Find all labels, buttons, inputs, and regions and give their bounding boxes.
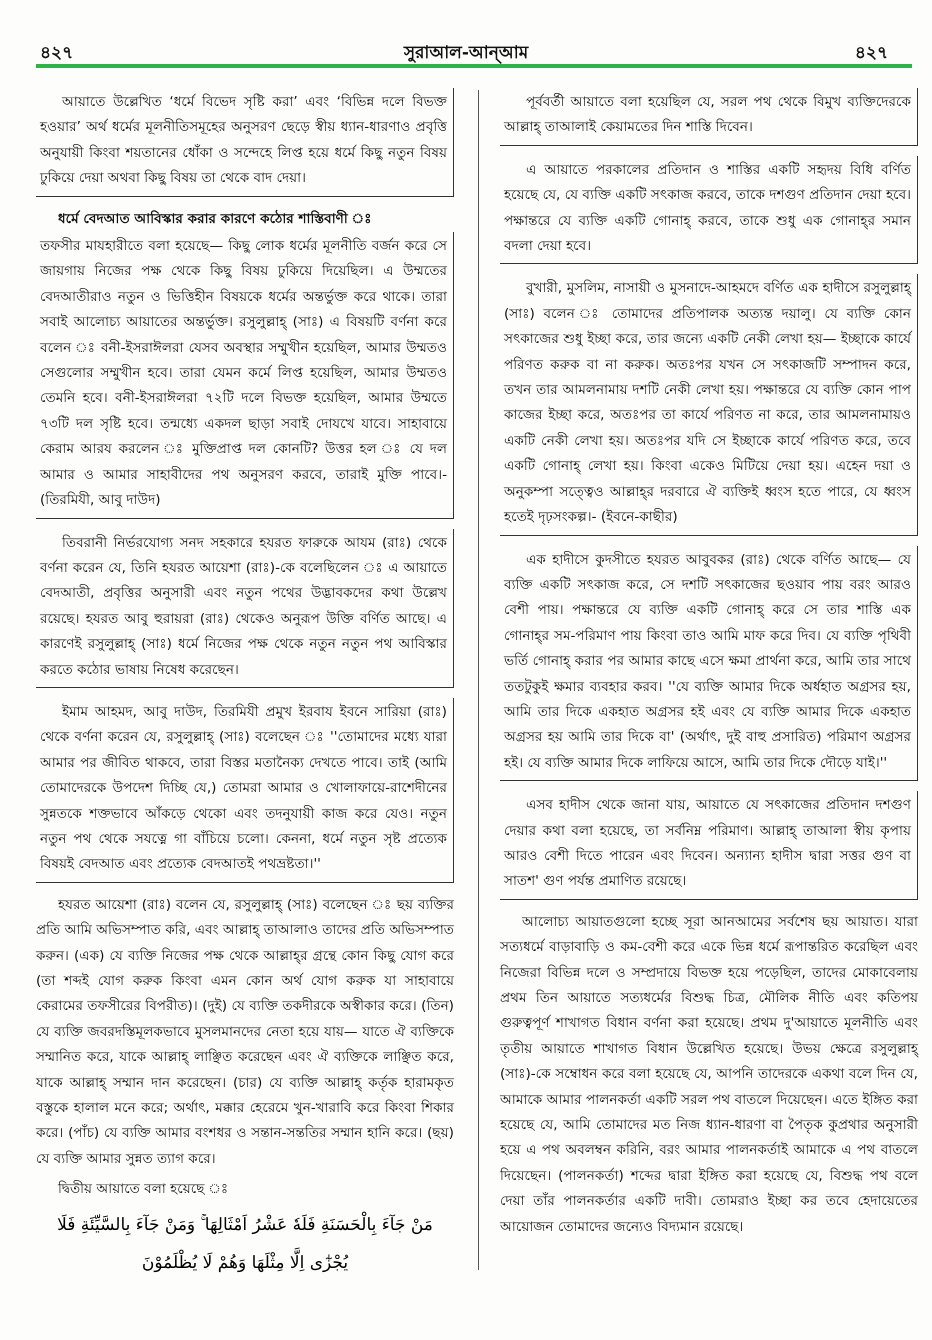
paragraph: তফসীর মাযহারীতে বলা হয়েছে— কিছু লোক ধর্মের মূলনীতি বর্জন করে সে জায়গায় নিজের পক্ষ থেকে কিছু বিষয় ঢুকিয়ে দিয়েছিল। এ উম্মতের বেদআতীরাও নতুন ও ভিত্তিহীন বিষয়কে ধর্মের অন্তর্ভুক্ত করে থাকে। তারা সবাই আলোচ্য আয়াতের অন্তর্ভুক্ত। রসুলুল্লাহ্ (সাঃ) এ বিষয়টি বর্ণনা করে বলেন ঃ বনী-ইসরাঈলরা যেসব অবস্থার সম্মুখীন হয়েছিল, আমার উম্মতও সেগুলোর সম্মুখীন হবে। তারা যেমন কর্মে লিপ্ত হয়েছিল, আমার উম্মতও তেমনি হবে। বনী-ইসরাঈলরা ৭২টি দলে বিভক্ত হয়েছিল, আমার উম্মতে ৭৩টি দল সৃষ্টি হবে। তন্মধ্যে একদল ছাড়া সবাই দোযখে যাবে। সাহাবায়ে কেরাম আরয করলেন ঃ মুক্তিপ্রাপ্ত দল কোনটি? উত্তর হল ঃ যে দল আমার ও আমার সাহাবীদের পথ অনুসরণ করবে, তারাই মুক্তি পাবে।- (তিরমিযী, আবু দাউদ) — [36, 232, 454, 518]
paragraph: বুখারী, মুসলিম, নাসায়ী ও মুসনাদে-আহমদে বর্ণিত এক হাদীসে রসুলুল্লাহ্ (সাঃ) বলেন ঃ তোমাদের প্রতিপালক অত্যন্ত দয়ালু। যে ব্যক্তি কোন সৎকাজের শুধু ইচ্ছা করে, তার জন্যে একটি নেকী লেখা হয়— ইচ্ছাকে কার্যে পরিণত করুক বা না করুক। অতঃপর যখন সে সৎকাজটি সম্পাদন করে, তখন তার আমলনামায় দশটি নেকী লেখা হয়। পক্ষান্তরে যে ব্যক্তি কোন পাপ কাজের ইচ্ছা করে, অতঃপর তা কার্যে পরিণত না করে, তার আমলনামায়ও একটি নেকী লেখা হয়। অতঃপর যদি সে ইচ্ছাকে কার্যে পরিণত করে, তবে একটি গোনাহ্ লেখা হয়। কিংবা একেও মিটিয়ে দেয়া হয়। এহেন দয়া ও অনুকম্পা সত্ত্বেও আল্লাহ্‌র দরবারে ঐ ব্যক্তিই ধ্বংস হতে পারে, যে ধ্বংস হতেই দৃঢ়সংকল্প।- (ইবনে-কাছীর) — [500, 274, 918, 535]
left-column — [36, 88, 454, 1280]
page-number-right: ৪২৭ — [854, 43, 888, 63]
page-number-left: ৪২৭ — [40, 43, 74, 63]
arabic-verse-line: مَنْ جَآءَ بِالْحَسَنَةِ فَلَهٗ عَشْرُ اَمْثَالِهَا ۚ وَمَنْ جَآءَ بِالسَّيِّئَةِ فَلَا — [57, 1214, 433, 1235]
arabic-verse-line: يُجْزٰٓى اِلَّا مِثْلَهَا وَهُمْ لَا يُظْلَمُوْنَ — [141, 1252, 349, 1273]
paragraph: এ আয়াতে পরকালের প্রতিদান ও শাস্তির একটি সহৃদয় বিধি বর্ণিত হয়েছে যে, যে ব্যক্তি একটি সৎকাজ করবে, তাকে দশগুণ প্রতিদান দেয়া হবে। পক্ষান্তরে যে ব্যক্তি একটি গোনাহ্ করবে, তাকে শুধু এক গোনাহ্‌র সমান বদলা দেয়া হবে। — [500, 156, 918, 265]
column-divider — [478, 90, 479, 1270]
paragraph: এক হাদীসে কুদসীতে হযরত আবুবকর (রাঃ) থেকে বর্ণিত আছে— যে ব্যক্তি একটি সৎকাজ করে, সে দশটি সৎকাজের ছওয়াব পায় বরং আরও বেশী পায়। পক্ষান্তরে যে ব্যক্তি একটি গোনাহ্ করে সে তার শাস্তি এক গোনাহ্‌র সম-পরিমাণ পায় কিংবা তাও আমি মাফ করে দিব। যে ব্যক্তি পৃথিবী ভর্তি গোনাহ্ করার পর আমার কাছে এসে ক্ষমা প্রার্থনা করে, আমি তার সাথে ততটুকুই ক্ষমার ব্যবহার করব। ''যে ব্যক্তি আমার দিকে অর্ধহাত অগ্রসর হয়, আমি তার দিকে একহাত অগ্রসর হই এবং যে ব্যক্তি আমার দিকে একহাত অগ্রসর হয় আমি তার দিকে বা' (অর্থাৎ, দুই বাহু প্রসারিত) পরিমাণ অগ্রসর হই। যে ব্যক্তি আমার দিকে লাফিয়ে আসে, আমি তার দিকে দৌড়ে যাই।'' — [500, 546, 918, 782]
page-title: সুরাআল-আন্‌আম — [403, 43, 529, 63]
paragraph: আয়াতে উল্লেখিত ‘ধর্মে বিভেদ সৃষ্টি করা’ এবং ‘বিভিন্ন দলে বিভক্ত হওয়ার’ অর্থ ধর্মের মূলনীতিসমূহের অনুসরণ ছেড়ে স্বীয় ধ্যান-ধারণাও প্রবৃত্তি অনুযায়ী কিংবা শয়তানের ধোঁকা ও সন্দেহে লিপ্ত হয়ে ধর্মে কিছু নতুন বিষয় ঢুকিয়ে দেয়া অথবা কিছু বিষয় তা থেকে বাদ দেয়া। — [36, 88, 454, 197]
paragraph: পূর্ববর্তী আয়াতে বলা হয়েছিল যে, সরল পথ থেকে বিমুখ ব্যক্তিদেরকে আল্লাহ্ তাআলাই কেয়ামতের দিন শাস্তি দিবেন। — [500, 88, 918, 146]
header-rule — [36, 64, 912, 68]
paragraph: ইমাম আহমদ, আবু দাউদ, তিরমিযী প্রমুখ ইরবায ইবনে সারিয়া (রাঃ) থেকে বর্ণনা করেন যে, রসুলুল্লাহ্ (সাঃ) বলেছেন ঃ ''তোমাদের মধ্যে যারা আমার পর জীবিত থাকবে, তারা বিস্তর মতানৈক্য দেখতে পাবে। তাই (আমি তোমাদেরকে উপদেশ দিচ্ছি যে,) তোমরা আমার ও খোলাফায়ে-রাশেদীনের সুন্নতকে শক্তভাবে আঁকড়ে থেকো এবং তদনুযায়ী কাজ করে যেও। নতুন নতুন পথ থেকে সযত্নে গা বাঁচিয়ে চলো। কেননা, ধর্মে নতুন সৃষ্ট প্রত্যেক বিষয়ই বেদআত এবং প্রত্যেক বেদআতই পথভ্রষ্টতা।'' — [36, 698, 454, 883]
paragraph: দ্বিতীয় আয়াতে বলা হয়েছে ঃ — [58, 1181, 229, 1198]
paragraph: আলোচ্য আয়াতগুলো হচ্ছে সূরা আনআমের সর্বশেষ ছয় আয়াত। যারা সত্যধর্মে বাড়াবাড়ি ও কম-বেশী করে একে ভিন্ন ধর্মে রূপান্তরিত করেছিল এবং নিজেরা বিভিন্ন দলে ও সম্প্রদায়ে বিভক্ত হয়ে পড়েছিল, তাদের মোকাবেলায় প্রথম তিন আয়াতে সত্যধর্মের বিশুদ্ধ চিত্র, মৌলিক নীতি এবং কতিপয় গুরুত্বপূর্ণ শাখাগত বিধান বর্ণনা করা হয়েছে। প্রথম দু'আয়াতে মূলনীতি এবং তৃতীয় আয়াতে শাখাগত বিধান উল্লেখিত হয়েছে। উভয় ক্ষেত্রে রসুলুল্লাহ্ (সাঃ)-কে সম্বোধন করে বলা হয়েছে যে, আপনি তাদেরকে একথা বলে দিন যে, আমাকে আমার পালনকর্তা একটি সরল পথ বাতলে দিয়েছেন। এতে ইঙ্গিত করা হয়েছে যে, আমি তোমাদের মত নিজ ধ্যান-ধারণা বা পৈতৃক কুপ্রথার অনুসারী হয়ে এ পথ অবলম্বন করিনি, বরং আমার পালনকর্তাই আমাকে এ পথ বাতলে দিয়েছেন। (পালনকর্তা) শব্দের দ্বারা ইঙ্গিত করা হয়েছে যে, বিশুদ্ধ পথ বলে দেয়া তাঁর পালনকর্তার একটি দাবী। তোমরাও ইচ্ছা কর তবে হেদায়েতের আয়োজন তোমাদের জন্যেও বিদ্যমান রয়েছে। — [500, 913, 918, 1235]
right-column — [500, 88, 918, 1245]
paragraph: তিবরানী নির্ভরযোগ্য সনদ সহকারে হযরত ফারুকে আযম (রাঃ) থেকে বর্ণনা করেন যে, তিনি হযরত আয়েশা (রাঃ)-কে বলেছিলেন ঃ এ আয়াতে বেদআতী, প্রবৃত্তির অনুসারী এবং নতুন পথের উদ্ভাবকদের কথা উল্লেখ রয়েছে। হযরত আবু হুরায়রা (রাঃ) থেকেও অনুরূপ উক্তি বর্ণিত আছে। এ কারণেই রসুলুল্লাহ্ (সাঃ) ধর্মে নিজের পক্ষ থেকে নতুন নতুন পথ আবিস্কার করতে কঠোর ভাষায় নিষেধ করেছেন। — [36, 529, 454, 688]
paragraph: হযরত আয়েশা (রাঃ) বলেন যে, রসুলুল্লাহ্ (সাঃ) বলেছেন ঃ ছয় ব্যক্তির প্রতি আমি অভিসম্পাত করি, এবং আল্লাহ্ তাআলাও তাদের প্রতি অভিসম্পাত করুন। (এক) যে ব্যক্তি নিজের পক্ষ থেকে আল্লাহ্‌র গ্রন্থে কোন কিছু যোগ করে (তা শব্দই যোগ করুক কিংবা এমন কোন অর্থ যোগ করুক যা সাহাবায়ে কেরামের তফসীরের বিপরীত)। (দুই) যে ব্যক্তি তকদীরকে অস্বীকার করে। (তিন) যে ব্যক্তি জবরদস্তিমূলকভাবে মুসলমানদের নেতা হয়ে যায়— যাতে ঐ ব্যক্তিকে সম্মানিত করে, যাকে আল্লাহ্ লাঞ্ছিত করেছেন এবং ঐ ব্যক্তিকে লাঞ্ছিত করে, যাকে আল্লাহ্ সম্মান দান করেছেন। (চার) যে ব্যক্তি আল্লাহ্ কর্তৃক হারামকৃত বস্তুকে হালাল মনে করে; অর্থাৎ, মক্কার হেরেমে খুন-খারাবি করে কিংবা শিকার করে। (পাঁচ) যে ব্যক্তি আমার বংশধর ও সন্তান-সন্ততির সম্মান হানি করে। (ছয়) যে ব্যক্তি আমার সুন্নত ত্যাগ করে। — [36, 896, 454, 1167]
paragraph: এসব হাদীস থেকে জানা যায়, আয়াতে যে সৎকাজের প্রতিদান দশগুণ দেয়ার কথা বলা হয়েছে, তা সর্বনিম্ন পরিমাণ। আল্লাহ্ তাআলা স্বীয় কৃপায় আরও বেশী দিতে পারেন এবং দিবেন। অন্যান্য হাদীস দ্বারা সত্তর গুণ বা সাতশ' গুণ পর্যন্ত প্রমাণিত রয়েছে। — [500, 791, 918, 900]
page-header — [0, 0, 932, 72]
section-heading: ধর্মে বেদআত আবিস্কার করার কারণে কঠোর শাস্তিবাণী ঃ — [58, 210, 372, 227]
